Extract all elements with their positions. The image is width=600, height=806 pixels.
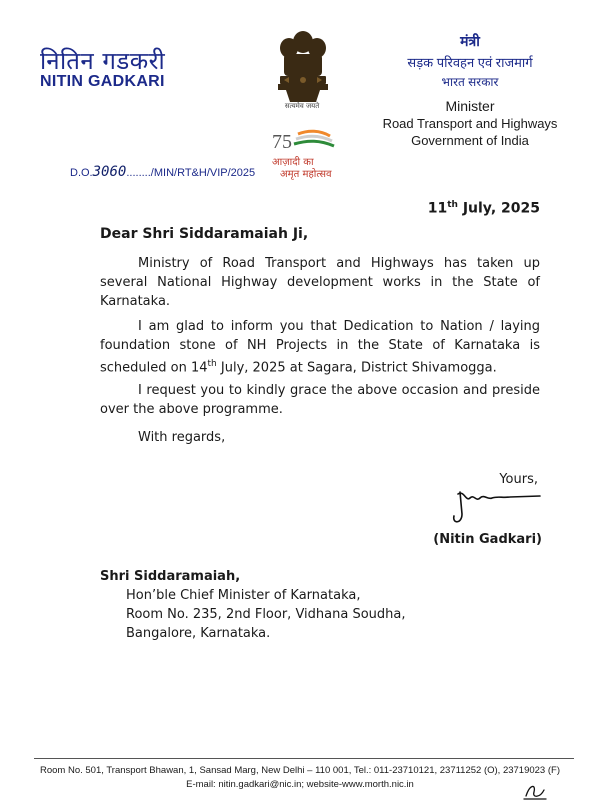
azadi-logo-text-1: आज़ादी का xyxy=(272,157,314,168)
salutation: Dear Shri Siddaramaiah Ji, xyxy=(100,226,309,242)
recipient-line-2: Hon’ble Chief Minister of Karnataka, xyxy=(126,588,361,603)
ministry-hindi: सड़क परिवहन एवं राजमार्ग xyxy=(407,55,533,70)
paragraph-1: Ministry of Road Transport and Highways has taken up several National Highway development works in the State of Karnataka. xyxy=(100,256,540,309)
paragraph-2-sup: th xyxy=(207,359,217,369)
recipient-line-3: Room No. 235, 2nd Floor, Vidhana Soudha, xyxy=(126,607,406,622)
letter-date xyxy=(428,200,540,217)
date-rest: July, 2025 xyxy=(457,200,540,217)
date-suffix: th xyxy=(447,200,458,210)
paragraph-3: I request you to kindly grace the above occasion and preside over the above programme. xyxy=(100,383,540,417)
paragraph-2-text-b: July, 2025 at Sagara, District Shivamogga. xyxy=(216,360,497,376)
designation-hindi: मंत्री xyxy=(460,33,480,49)
yours: Yours, xyxy=(499,472,538,487)
reference-prefix: D.O. xyxy=(70,167,93,179)
sender-name-hindi: नितिन गडकरी xyxy=(40,47,166,75)
azadi-logo-text-2: अमृत महोत्सव xyxy=(280,169,332,180)
recipient-address xyxy=(100,567,406,643)
ministry-english: Road Transport and Highways xyxy=(382,116,558,131)
reference-number xyxy=(70,164,255,180)
closing: With regards, xyxy=(138,430,226,445)
government-english: Government of India xyxy=(411,133,529,148)
paragraph-2-text-a: I am glad to inform you that Dedication to Nation / laying foundation stone of NH Projects in the State of Karnataka is scheduled on 14 xyxy=(100,319,540,376)
footer-address: Room No. 501, Transport Bhawan, 1, Sansad Marg, New Delhi – 110 001, Tel.: 011-23710121, 23711252 (O), 23719023 (F) xyxy=(39,765,560,776)
azadi-logo-number: 75 xyxy=(272,131,292,153)
reference-suffix: ......../MIN/RT&H/VIP/2025 xyxy=(126,167,256,179)
footer-divider xyxy=(34,758,574,759)
recipient-line-1: Shri Siddaramaiah, xyxy=(100,569,241,584)
designation-english: Minister xyxy=(445,98,495,114)
recipient-line-4: Bangalore, Karnataka. xyxy=(126,626,271,641)
letterhead-designation xyxy=(370,32,570,148)
reference-handwritten-number: 3060 xyxy=(92,164,127,180)
initials-icon xyxy=(520,780,550,802)
paragraph-2 xyxy=(100,317,540,377)
footer-contact: E-mail: nitin.gadkari@nic.in; website-www.morth.nic.in xyxy=(186,779,414,790)
signatory-name: (Nitin Gadkari) xyxy=(433,532,542,547)
emblem-motto: सत्यमेव जयते xyxy=(284,102,320,110)
signature-icon xyxy=(440,484,550,526)
national-emblem-icon xyxy=(272,28,334,108)
government-hindi: भारत सरकार xyxy=(441,75,499,89)
sender-name-english: NITIN GADKARI xyxy=(40,73,165,90)
date-day: 11 xyxy=(427,200,448,217)
footer xyxy=(20,764,580,792)
